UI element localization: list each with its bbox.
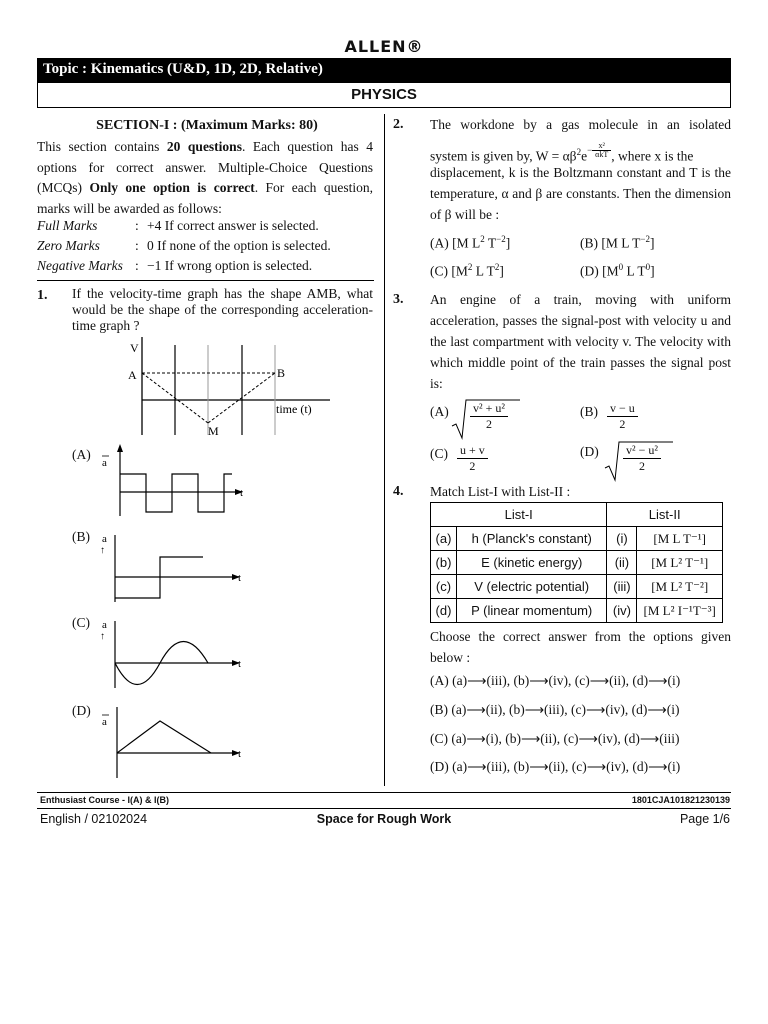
dim-power: −2 — [640, 234, 650, 244]
q4-option-b[interactable] — [430, 702, 679, 718]
dim-power: 0 — [618, 262, 624, 272]
intro-post: . For each question, marks will be awarded as follows: — [37, 180, 373, 216]
dim-end: ] — [649, 235, 655, 251]
option-label: (D) — [580, 263, 599, 279]
dim-base: [M — [451, 263, 468, 279]
marking-sep: : — [135, 218, 139, 233]
table-cell: (iii) — [607, 575, 637, 599]
graph-label-time: time (t) — [276, 402, 312, 416]
dim-power: 2 — [480, 234, 485, 244]
footer-rule-top — [37, 792, 731, 793]
table-cell: [M L T⁻¹] — [637, 527, 723, 551]
option-d-curve — [117, 721, 211, 753]
q2-text-2b: e — [581, 148, 588, 164]
q1-option-d-label[interactable]: (D) — [72, 703, 91, 718]
marking-sep: : — [135, 258, 139, 273]
q3-number: 3. — [393, 292, 404, 307]
option-text: (a)⟶(i), (b)⟶(ii), (c)⟶(iv), (d)⟶(iii) — [451, 731, 680, 746]
marking-label: Zero Marks — [37, 238, 100, 253]
frac-num: u + v — [457, 443, 488, 459]
dim-base: [M L — [452, 235, 481, 251]
frac-num: v² − u² — [623, 443, 661, 459]
option-text: (a)⟶(iii), (b)⟶(ii), (c)⟶(iv), (d)⟶(i) — [452, 759, 681, 774]
section-intro — [37, 137, 373, 219]
marking-label: Full Marks — [37, 218, 98, 233]
marking-sep: : — [135, 238, 139, 253]
table-cell: (a) — [431, 527, 457, 551]
q1-option-b-graph[interactable] — [100, 530, 250, 605]
table-header-row — [431, 503, 723, 527]
marking-full — [37, 218, 377, 236]
footer-page: Page 1/6 — [679, 812, 730, 826]
q2-exp-sup: 2 — [576, 147, 582, 157]
option-label: (D) — [430, 759, 449, 774]
option-label: (C) — [430, 263, 448, 279]
dim-mid: L T — [623, 263, 646, 279]
q2-option-c[interactable] — [430, 262, 504, 280]
table-row — [431, 599, 723, 623]
q4-number: 4. — [393, 484, 404, 499]
frac-num: v − u — [607, 401, 638, 417]
axis-t-label: t — [238, 572, 242, 584]
q3-option-b[interactable] — [580, 404, 598, 420]
table-row — [431, 527, 723, 551]
dim-base: [M — [602, 263, 619, 279]
table-cell: (b) — [431, 551, 457, 575]
table-row — [431, 575, 723, 599]
graph-label-b: B — [277, 366, 286, 380]
table-cell: (ii) — [607, 551, 637, 575]
dim-base: [M L T — [601, 235, 641, 251]
axis-t-label: t — [238, 658, 242, 670]
table-cell: [M L² T⁻²] — [637, 575, 723, 599]
footer-rough-work: Space for Rough Work — [316, 812, 452, 826]
axis-a-label: a — [102, 619, 107, 631]
option-label: (C) — [430, 731, 448, 746]
frac-den: 2 — [619, 417, 626, 431]
q1-option-c-label[interactable]: (C) — [72, 615, 90, 630]
q1-option-d-graph[interactable] — [100, 704, 250, 779]
dim-end: ] — [650, 263, 655, 279]
option-label: (A) — [430, 235, 449, 251]
q2-text-rest: displacement, k is the Boltzmann constant and T is the temperature, α and β are constants. Then the dimension of β will be : — [430, 165, 731, 222]
q3-text: An engine of a train, moving with uniform acceleration, passes the signal-post with velocity u and the last compartment with velocity v. The velocity with which middle point of the train passes the signal post is: — [430, 292, 731, 391]
option-label: (B) — [430, 702, 448, 717]
q1-option-a-label[interactable]: (A) — [72, 447, 91, 462]
q3-option-d-frac — [623, 443, 661, 474]
q4-option-a[interactable] — [430, 673, 680, 689]
match-table — [430, 502, 723, 623]
option-label: (A) — [430, 404, 449, 419]
footer-course: Enthusiast Course - I(A) & I(B) — [40, 795, 170, 805]
dim-end: ] — [499, 263, 504, 279]
footer-lang-date: English / 02102024 — [40, 812, 148, 826]
table-cell: (iv) — [607, 599, 637, 623]
dim-mid: L T — [472, 263, 495, 279]
table-cell: h (Planck's constant) — [457, 527, 607, 551]
q3-option-c[interactable] — [430, 446, 448, 462]
q4-option-d[interactable] — [430, 759, 680, 775]
marking-value: 0 If none of the option is selected. — [147, 238, 331, 253]
table-cell: V (electric potential) — [457, 575, 607, 599]
q2-option-d[interactable] — [580, 262, 655, 280]
axis-a-label: a — [102, 533, 107, 545]
option-label: (B) — [580, 235, 598, 251]
table-cell: (i) — [607, 527, 637, 551]
q2-exp-den: αkT — [595, 149, 609, 159]
dim-power: 0 — [645, 262, 651, 272]
dim-end: ] — [505, 235, 511, 251]
q2-option-a[interactable] — [430, 234, 510, 252]
section-title: SECTION-I : (Maximum Marks: 80) — [96, 118, 318, 133]
intro-bold-1: 20 questions — [166, 139, 242, 154]
table-cell: E (kinetic energy) — [457, 551, 607, 575]
footer-code: 1801CJA101821230139 — [631, 795, 730, 805]
graph-label-a: A — [128, 368, 137, 382]
q2-text-line1: The workdone by a gas molecule in an isolated — [430, 117, 731, 132]
option-label: (A) — [430, 673, 449, 688]
table-cell: [M L² I⁻¹T⁻³] — [637, 599, 723, 623]
q3-option-a[interactable] — [430, 404, 449, 420]
option-label: (B) — [580, 404, 598, 419]
marking-label: Negative Marks — [37, 258, 123, 273]
marking-value: +4 If correct answer is selected. — [147, 218, 319, 233]
footer-rule-bottom — [37, 808, 731, 809]
q2-text-2c: , where x is the — [611, 148, 694, 164]
q1-option-c-graph[interactable] — [100, 616, 250, 691]
q2-exp-num: x² — [592, 142, 611, 151]
frac-num: v² + u² — [470, 401, 508, 417]
q2-text-2a: system is given by, W = αβ — [430, 148, 577, 164]
q2-option-b[interactable] — [580, 234, 654, 252]
table-cell: [M L² T⁻¹] — [637, 551, 723, 575]
option-a-curve — [120, 474, 232, 512]
allen-logo: ALLEN® — [344, 37, 424, 56]
q2-exp-frac — [592, 142, 611, 159]
marking-zero — [37, 238, 377, 256]
option-text: (a)⟶(iii), (b)⟶(iv), (c)⟶(ii), (d)⟶(i) — [452, 673, 681, 688]
arrow-icon — [117, 444, 123, 452]
q3-option-c-frac — [457, 443, 488, 474]
option-label: (D) — [580, 444, 599, 459]
arrow-up-icon: ↑ — [100, 631, 105, 642]
q4-prompt: Choose the correct answer from the options given below : — [430, 629, 731, 665]
table-header: List-II — [607, 503, 723, 527]
intro-pre: This section contains — [37, 139, 167, 154]
table-cell: (c) — [431, 575, 457, 599]
axis-a-label: a — [102, 716, 107, 728]
intro-mid: . Each question has 4 options for correct answer. Multiple-Choice Questions (MCQs) — [37, 139, 373, 195]
marking-negative — [37, 258, 377, 276]
section-rule — [37, 280, 374, 281]
frac-den: 2 — [469, 459, 476, 473]
dim-mid: T — [484, 235, 497, 251]
intro-bold-2: Only one option is correct — [89, 180, 255, 195]
q3-option-d[interactable] — [580, 444, 599, 460]
dim-power: −2 — [496, 234, 506, 244]
q4-option-c[interactable] — [430, 731, 679, 747]
axis-a-label: a — [102, 457, 107, 469]
column-divider — [384, 114, 385, 786]
graph-label-m: M — [208, 424, 219, 438]
topic-banner: Topic : Kinematics (U&D, 1D, 2D, Relative) — [37, 58, 731, 82]
q1-number: 1. — [37, 288, 48, 303]
q1-text: If the velocity-time graph has the shape AMB, what would be the shape of the corresponding acceleration-time graph ? — [72, 286, 373, 333]
option-text: (a)⟶(ii), (b)⟶(iii), (c)⟶(iv), (d)⟶(i) — [451, 702, 680, 717]
table-cell: (d) — [431, 599, 457, 623]
marking-value: −1 If wrong option is selected. — [147, 258, 313, 273]
dim-power: 2 — [467, 262, 473, 272]
q2-exp-sign: − — [587, 144, 593, 155]
q2-exponent — [587, 140, 611, 161]
frac-den: 2 — [638, 459, 645, 473]
table-row — [431, 551, 723, 575]
arrow-up-icon: ↑ — [100, 545, 105, 556]
axis-t-label: t — [238, 748, 242, 760]
axis-t-label: t — [240, 487, 244, 499]
q1-option-a-graph[interactable] — [100, 444, 250, 519]
q4-text: Match List-I with List-II : — [430, 484, 571, 499]
q3-option-b-frac — [607, 401, 638, 432]
q1-velocity-graph — [120, 335, 330, 440]
dim-power: 2 — [494, 262, 500, 272]
q1-option-b-label[interactable]: (B) — [72, 529, 90, 544]
subject-title: PHYSICS — [37, 82, 731, 108]
option-label: (C) — [430, 446, 448, 461]
q3-option-a-frac — [470, 401, 508, 432]
frac-den: 2 — [485, 417, 492, 431]
table-cell: P (linear momentum) — [457, 599, 607, 623]
table-header: List-I — [431, 503, 607, 527]
graph-label-v: V — [130, 341, 139, 355]
q2-number: 2. — [393, 117, 404, 132]
